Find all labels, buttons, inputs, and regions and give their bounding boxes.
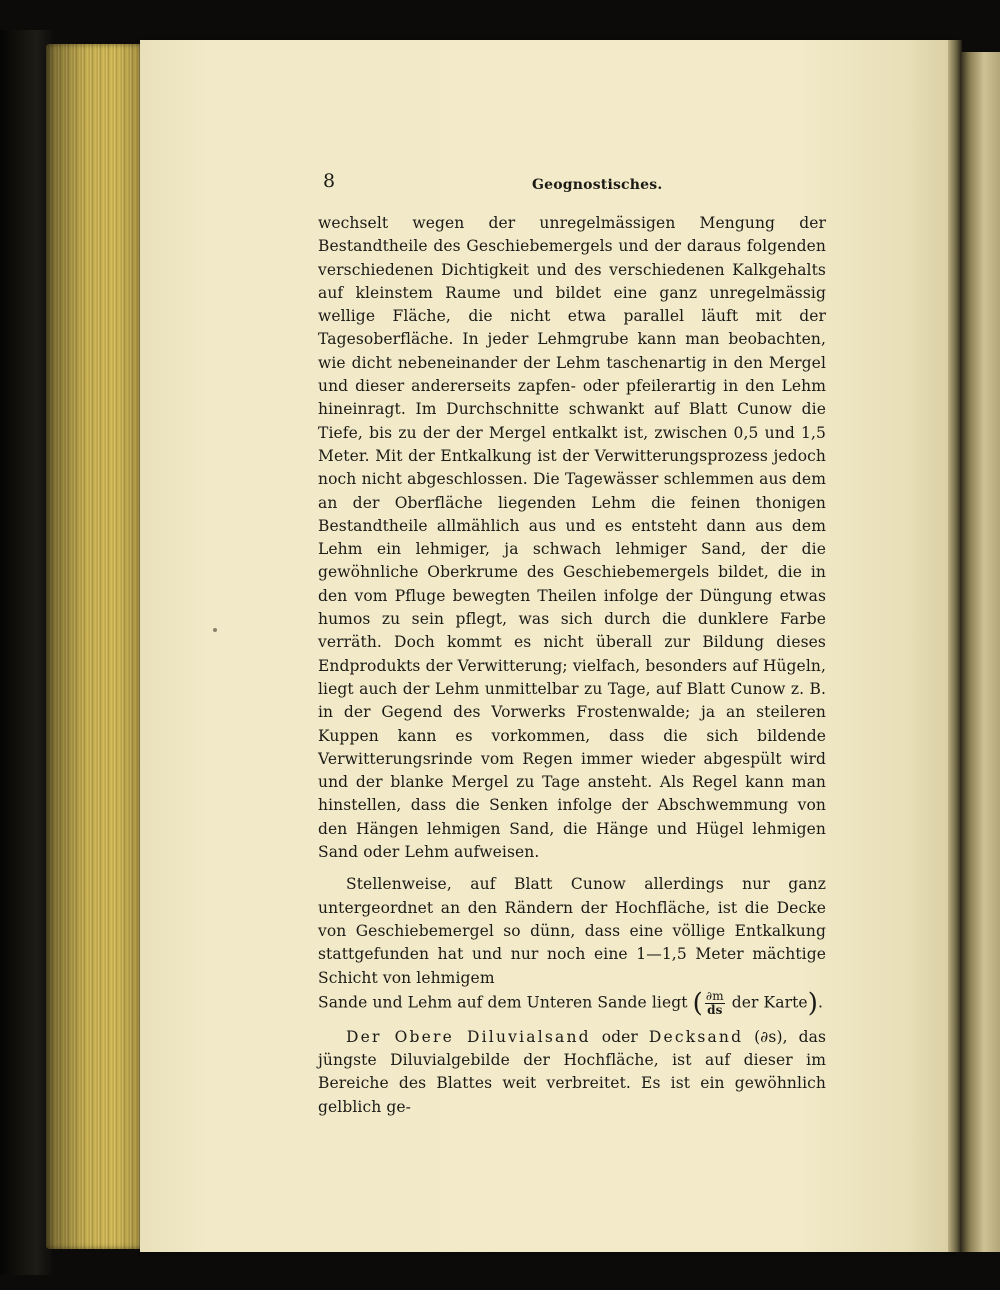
- formula-close: .: [817, 993, 823, 1012]
- formula-suffix: der Karte: [731, 993, 808, 1012]
- facing-page-edge: [960, 52, 1000, 1252]
- formula-denominator: ds: [707, 1002, 723, 1017]
- term-oberer-diluvialsand: Der Obere Diluvialsand: [346, 1027, 591, 1046]
- formula-fraction: [705, 990, 725, 1017]
- map-symbol: (∂s),: [754, 1027, 788, 1046]
- term-decksand: Decksand: [648, 1027, 744, 1046]
- paragraph-3-rest: das jüngste Diluvialgebilde der Hochfläche, ist auf dieser im Bereiche des Blattes weit verbreitet. Es ist ein gewöhnlich gelblich ge-: [318, 1027, 826, 1116]
- formula-prefix: Sande und Lehm auf dem Unteren Sande liegt: [318, 993, 688, 1012]
- paper-speck: [213, 628, 217, 632]
- term-connector: oder: [601, 1027, 638, 1046]
- paragraph-1: wechselt wegen der unregelmässigen Mengung der Bestandtheile des Geschiebemergels und der daraus folgenden verschiedenen Dichtigkeit und des verschiedenen Kalkgehalts auf kleinstem Raume und bildet eine ganz unregelmässig wellige Fläche, die nicht etwa parallel läuft mit der Tagesoberfläche. In jeder Lehmgrube kann man beobachten, wie dicht nebeneinander der Lehm taschenartig in den Mergel und dieser andererseits zapfen- oder pfeilerartig in den Lehm hineinragt. Im Durchschnitte schwankt auf Blatt Cunow die Tiefe, bis zu der der Mergel entkalkt ist, zwischen 0,5 und 1,5 Meter. Mit der Entkalkung ist der Verwitterungsprozess jedoch noch nicht abgeschlossen. Die Tagewässer schlemmen aus dem an der Oberfläche liegenden Lehm die feinen thonigen Bestandtheile allmählich aus und es entsteht dann aus dem Lehm ein lehmiger, ja schwach lehmiger Sand, der die gewöhnliche Oberkrume des Geschiebemergels bildet, die in den vom Pfluge bewegten Theilen infolge der Düngung etwas humos zu sein pflegt, was sich durch die dunklere Farbe verräth. Doch kommt es nicht überall zur Bildung dieses Endprodukts der Verwitterung; vielfach, besonders auf Hügeln, liegt auch der Lehm unmittelbar zu Tage, auf Blatt Cunow z. B. in der Gegend des Vorwerks Frostenwalde; ja an steileren Kuppen kann es vorkommen, dass die sich bildende Verwitterungsrinde vom Regen immer wieder abgespült wird und der blanke Mergel zu Tage ansteht. Als Regel kann man hinstellen, dass die Senken infolge der Abschwemmung von den Hängen lehmigen Sand, die Hänge und Hügel lehmigen Sand oder Lehm aufweisen.: [318, 214, 826, 862]
- body-text: [318, 212, 826, 1119]
- formula-numerator: ∂m: [705, 988, 724, 1003]
- page-edges-shadow: [46, 44, 146, 1249]
- formula-line: Sande und Lehm auf dem Unteren Sande liegt ( $\frac{\partial m}{ds}$ der Karte).: [318, 988, 823, 1019]
- page-number: 8: [323, 170, 336, 192]
- running-head: Geognostisches.: [532, 177, 663, 193]
- paragraph-3: [318, 1026, 826, 1119]
- paragraph-2-text: Stellenweise, auf Blatt Cunow allerdings nur ganz untergeordnet an den Rändern der Hochfläche, ist die Decke von Geschiebemergel so dünn, dass eine völlige Entkalkung stattgefunden hat und nur noch eine 1—1,5 Meter mächtige Schicht von lehmigem: [318, 875, 826, 987]
- book-binding: [0, 30, 52, 1275]
- paragraph-2: [318, 873, 826, 989]
